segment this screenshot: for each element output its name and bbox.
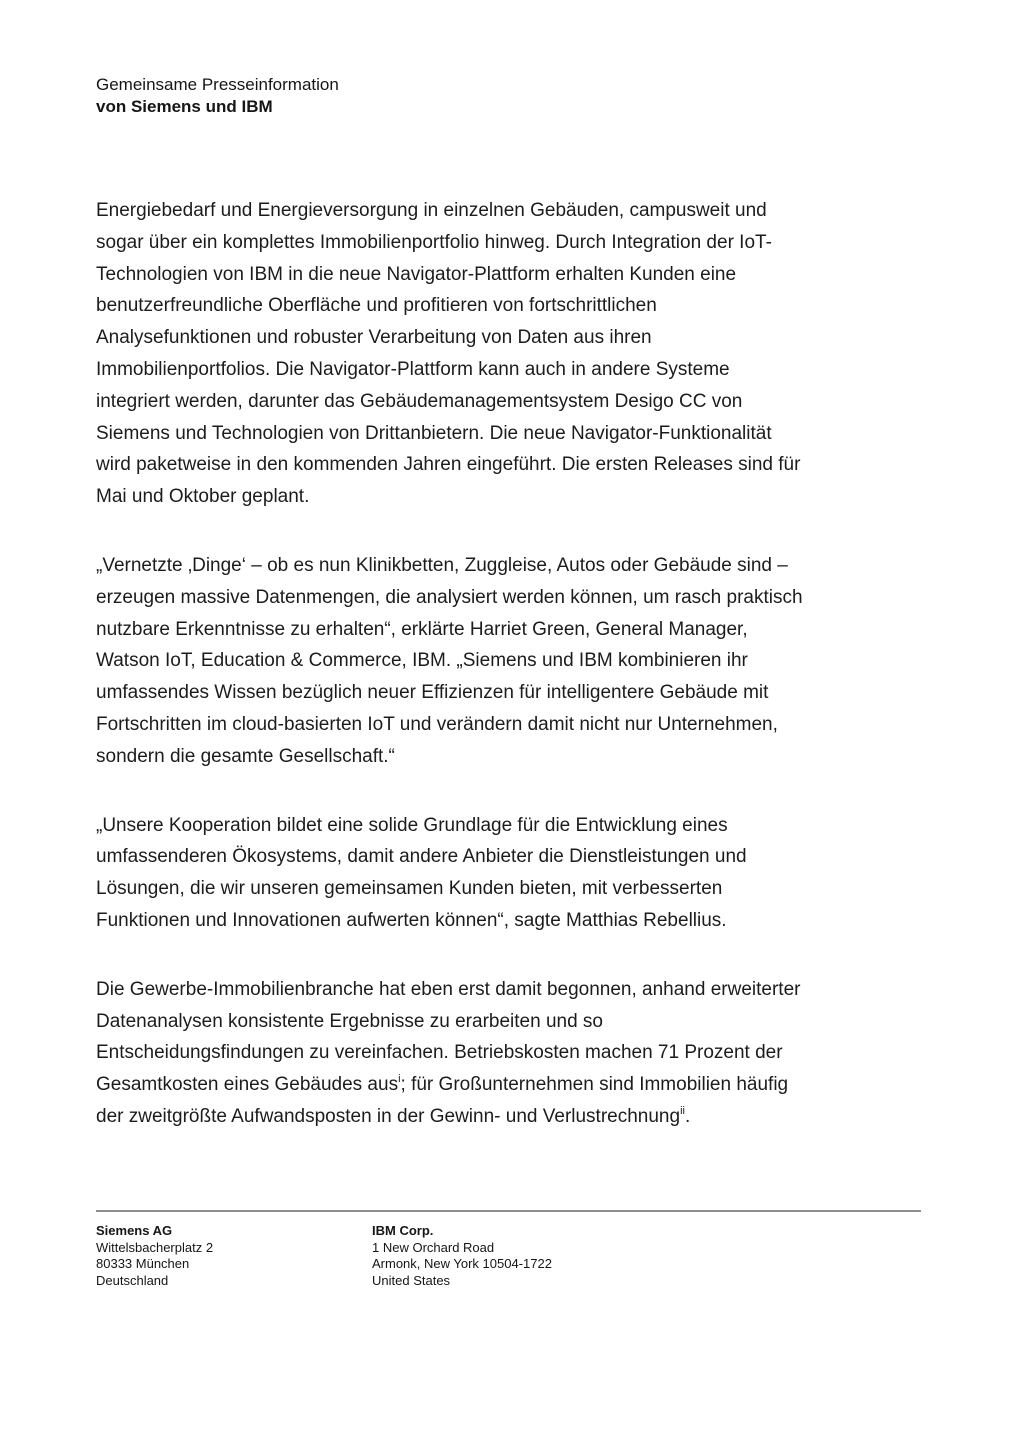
- text-line: Analysefunktionen und robuster Verarbeitung von Daten aus ihren: [96, 327, 652, 349]
- text-line: „Vernetzte ‚Dinge‘ – ob es nun Klinikbetten, Zuggleise, Autos oder Gebäude sind –: [96, 554, 788, 576]
- footer-ibm-block: [372, 1223, 692, 1290]
- text-line: Watson IoT, Education & Commerce, IBM. „Siemens und IBM kombinieren ihr: [96, 650, 748, 672]
- footer-address-line: Deutschland: [96, 1273, 169, 1289]
- footer-ibm-address: [372, 1240, 692, 1290]
- text-line: Immobilienportfolios. Die Navigator-Plattform kann auch in andere Systeme: [96, 358, 730, 380]
- footer-ibm-name: IBM Corp.: [372, 1223, 434, 1238]
- text-line: umfassenderen Ökosystems, damit andere Anbieter die Dienstleistungen und: [96, 846, 747, 868]
- footnote-marker: i: [398, 1072, 401, 1085]
- footer-address-line: Armonk, New York 10504-1722: [372, 1256, 552, 1272]
- text-line: Technologien von IBM in die neue Navigator-Plattform erhalten Kunden eine: [96, 263, 737, 285]
- footer-address-line: 80333 München: [96, 1256, 190, 1272]
- text-line: „Unsere Kooperation bildet eine solide Grundlage für die Entwicklung eines: [96, 814, 728, 836]
- footer-siemens-address: [96, 1240, 372, 1290]
- header-line2: von Siemens und IBM: [96, 97, 273, 116]
- text-line: Gesamtkosten eines Gebäudes aus$^i$; für Großunternehmen sind Immobilien häufig: [96, 1072, 789, 1096]
- paragraph: [96, 810, 956, 937]
- text-line: wird paketweise in den kommenden Jahren eingeführt. Die ersten Releases sind für: [96, 454, 801, 476]
- footer-address-line: United States: [372, 1273, 451, 1289]
- text-line: Siemens und Technologien von Drittanbietern. Die neue Navigator-Funktionalität: [96, 422, 772, 444]
- header-line1: Gemeinsame Presseinformation: [96, 75, 339, 94]
- text-line: erzeugen massive Datenmengen, die analysiert werden können, um rasch praktisch: [96, 586, 803, 608]
- footer-siemens-block: [96, 1223, 372, 1290]
- text-line: sondern die gesamte Gesellschaft.“: [96, 745, 395, 767]
- text-line: umfassendes Wissen bezüglich neuer Effizienzen für intelligentere Gebäude mit: [96, 682, 769, 704]
- footer-divider: [96, 1210, 921, 1212]
- text-line: Energiebedarf und Energieversorgung in einzelnen Gebäuden, campusweit und: [96, 200, 767, 221]
- press-info-header: [96, 74, 339, 118]
- text-line: sogar über ein komplettes Immobilienportfolio hinweg. Durch Integration der IoT-: [96, 231, 772, 253]
- body-paragraphs: [96, 195, 956, 1170]
- text-line: Fortschritten im cloud-basierten IoT und verändern damit nicht nur Unternehmen,: [96, 713, 778, 735]
- paragraph: [96, 974, 956, 1133]
- text-line: Mai und Oktober geplant.: [96, 486, 310, 508]
- footer-address-line: Wittelsbacherplatz 2: [96, 1239, 214, 1255]
- text-line: Lösungen, die wir unseren gemeinsamen Kunden bieten, mit verbesserten: [96, 878, 723, 900]
- text-line: Funktionen und Innovationen aufwerten können“, sagte Matthias Rebellius.: [96, 909, 727, 931]
- paragraph: [96, 550, 956, 773]
- text-line: Die Gewerbe-Immobilienbranche hat eben erst damit begonnen, anhand erweiterter: [96, 978, 801, 1000]
- text-line: integriert werden, darunter das Gebäudemanagementsystem Desigo CC von: [96, 390, 743, 412]
- footer-siemens-name: Siemens AG: [96, 1223, 173, 1238]
- text-line: benutzerfreundliche Oberfläche und profitieren von fortschrittlichen: [96, 295, 657, 317]
- footer-address-line: 1 New Orchard Road: [372, 1239, 495, 1255]
- footnote-marker: ii: [680, 1104, 685, 1117]
- text-line: nutzbare Erkenntnisse zu erhalten“, erklärte Harriet Green, General Manager,: [96, 618, 748, 640]
- paragraph: [96, 195, 956, 513]
- footer: [96, 1223, 921, 1290]
- text-line: Datenanalysen konsistente Ergebnisse zu erarbeiten und so: [96, 1010, 603, 1032]
- text-line: der zweitgrößte Aufwandsposten in der Gewinn- und Verlustrechnung$^{ii}$.: [96, 1104, 691, 1127]
- text-line: Entscheidungsfindungen zu vereinfachen. Betriebskosten machen 71 Prozent der: [96, 1042, 783, 1064]
